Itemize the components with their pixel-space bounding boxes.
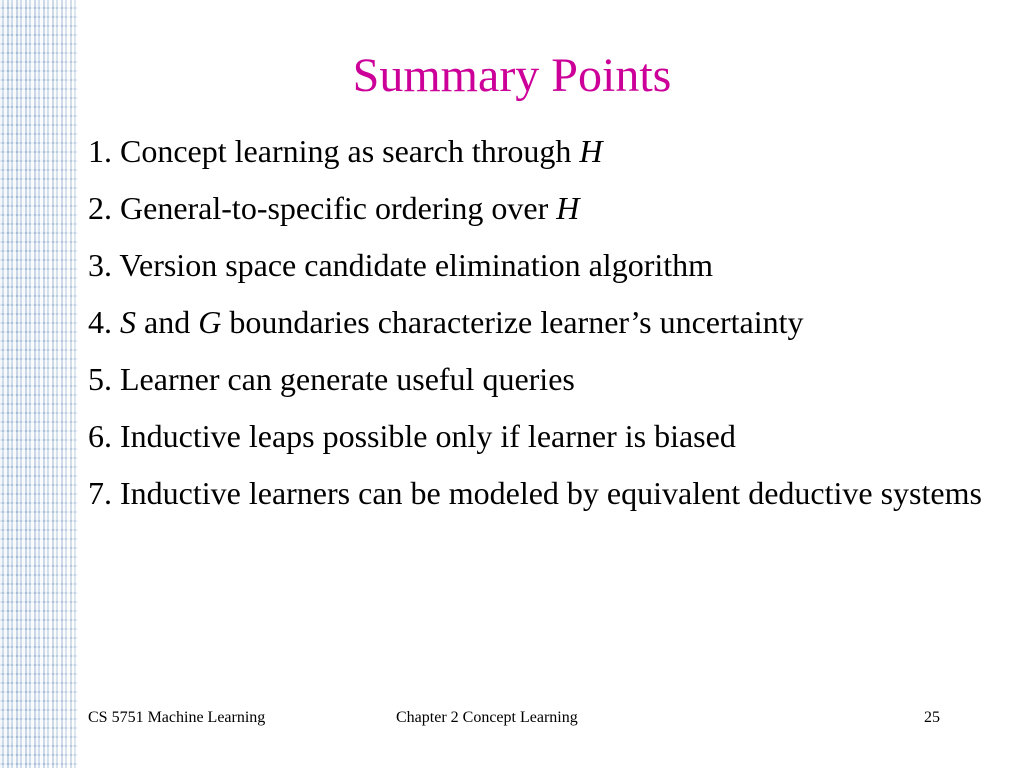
slide-title: Summary Points: [352, 49, 672, 102]
summary-point-7: 7. Inductive learners can be modeled by equivalent deductive systems: [88, 475, 982, 511]
summary-point-4: 4. S and G boundaries characterize learner’s uncertainty: [88, 304, 804, 340]
footer-course: CS 5751 Machine Learning: [88, 709, 266, 726]
footer-chapter: Chapter 2 Concept Learning: [396, 709, 578, 726]
left-texture-band: [0, 0, 78, 768]
summary-point-6: 6. Inductive leaps possible only if learner is biased: [88, 418, 736, 454]
summary-point-3: 3. Version space candidate elimination algorithm: [88, 247, 714, 283]
footer-page-number: 25: [924, 709, 940, 726]
summary-point-5: 5. Learner can generate useful queries: [88, 361, 575, 397]
summary-points-list: [88, 128, 988, 527]
summary-point-1: 1. Concept learning as search through H: [88, 133, 603, 169]
summary-point-2: 2. General-to-specific ordering over H: [88, 190, 580, 226]
